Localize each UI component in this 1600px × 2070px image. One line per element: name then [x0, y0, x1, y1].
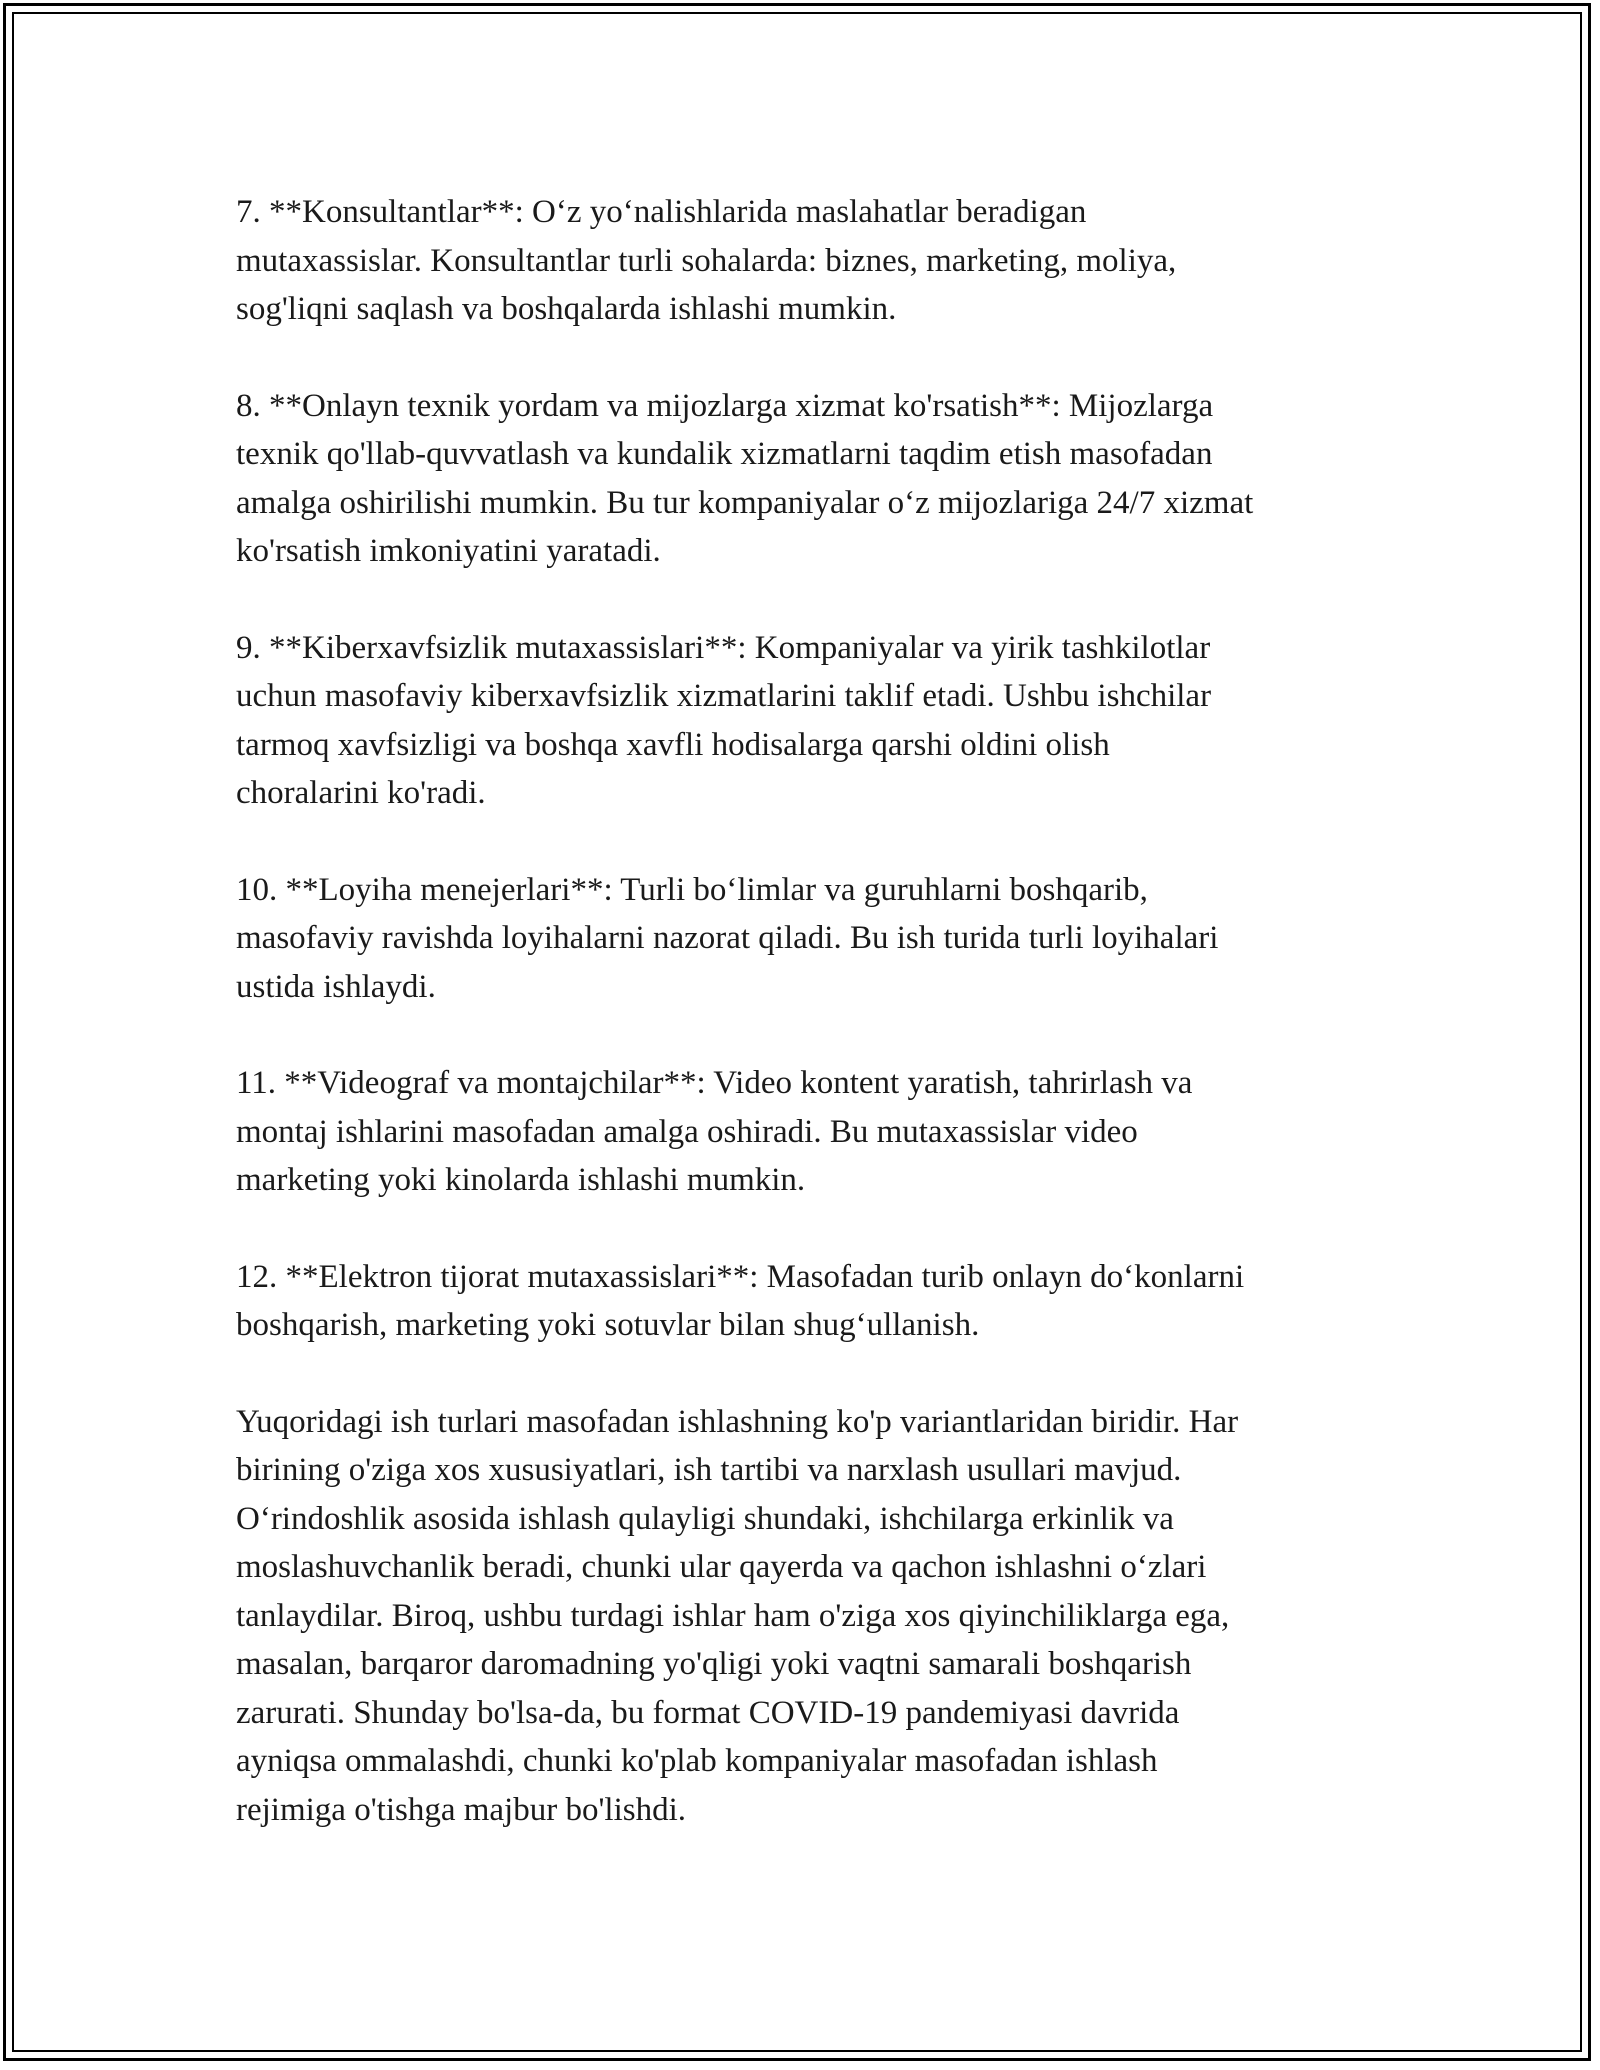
list-item-onlayn-texnik-yordam: 8. **Onlayn texnik yordam va mijozlarga xizmat ko'rsatish**: Mijozlarga texnik qo'llab-quvvatlash va kundalik xizmatlarni taqdim etish masofadan amalga oshirilishi mumkin. Bu tur kompaniyalar o‘z mijozlariga 24/7 xizmat ko'rsatish imkoniyatini yaratadi. — [236, 387, 1254, 569]
list-item-loyiha-menejerlari: 10. **Loyiha menejerlari**: Turli bo‘limlar va guruhlarni boshqarib, masofaviy ravishda loyihalarni nazorat qiladi. Bu ish turida turli loyihalari ustida ishlaydi. — [236, 871, 1219, 1005]
list-item-elektron-tijorat: 12. **Elektron tijorat mutaxassislari**: Masofadan turib onlayn do‘konlarni boshqarish, marketing yoki sotuvlar bilan shug‘ullanish. — [236, 1258, 1245, 1343]
list-item-konsultantlar: 7. **Konsultantlar**: O‘z yo‘nalishlarida maslahatlar beradigan mutaxassislar. Konsultantlar turli sohalarda: biznes, marketing, moliya, sog'liqni saqlash va boshqalarda ishlashi mumkin. — [236, 194, 1177, 327]
document-body — [236, 188, 1386, 1882]
list-item-videograf: 11. **Videograf va montajchilar**: Video kontent yaratish, tahrirlash va montaj ishlarini masofadan amalga oshiradi. Bu mutaxassislar video marketing yoki kinolarda ishlashi mumkin. — [236, 1065, 1193, 1198]
list-item-kiberxavfsizlik: 9. **Kiberxavfsizlik mutaxassislari**: Kompaniyalar va yirik tashkilotlar uchun masofaviy kiberxavfsizlik xizmatlarini taklif etadi. Ushbu ishchilar tarmoq xavfsizligi va boshqa xavfli hodisalarga qarshi oldini olish choralarini ko'radi. — [236, 629, 1212, 811]
conclusion-paragraph: Yuqoridagi ish turlari masofadan ishlashning ko'p variantlaridan biridir. Har birining o'ziga xos xususiyatlari, ish tartibi va narxlash usullari mavjud. O‘rindoshlik asosida ishlash qulayligi shundaki, ishchilarga erkinlik va moslashuvchanlik beradi, chunki ular qayerda va qachon ishlashni o‘zlari tanlaydilar. Biroq, ushbu turdagi ishlar ham o'ziga xos qiyinchiliklarga ega, masalan, barqaror daromadning yo'qligi yoki vaqtni samarali boshqarish zarurati. Shunday bo'lsa-da, bu format COVID-19 pandemiyasi davrida ayniqsa ommalashdi, chunki ko'plab kompaniyalar masofadan ishlash rejimiga o'tishga majbur bo'lishdi. — [236, 1403, 1239, 1828]
